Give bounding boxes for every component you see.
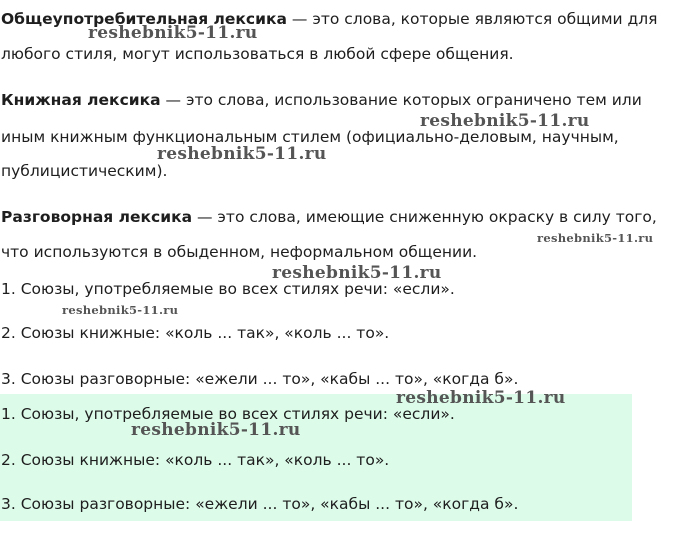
term-colloquial: Разговорная лексика <box>1 208 193 226</box>
watermark: reshebnik5-11.ru <box>420 111 590 131</box>
example-item-3: 3. Союзы разговорные: «ежели ... то», «кабы ... то», «когда б». <box>1 370 519 388</box>
definition-bookish-line3: публицистическим). <box>1 162 168 180</box>
definition-colloquial-line1 <box>1 207 657 227</box>
term-bookish: Книжная лексика <box>1 91 161 109</box>
example-item-2: 2. Союзы книжные: «коль ... так», «коль ... то». <box>1 324 390 342</box>
watermark: reshebnik5-11.ru <box>396 388 566 408</box>
watermark: reshebnik5-11.ru <box>62 303 179 317</box>
definition-bookish-line2: иным книжным функциональным стилем (официально-деловым, научным, <box>1 128 619 146</box>
definition-bookish-text: — это слова, использование которых ограничено тем или <box>160 91 642 109</box>
watermark: reshebnik5-11.ru <box>157 144 327 164</box>
term-common: Общеупотребительная лексика <box>1 10 287 28</box>
watermark: reshebnik5-11.ru <box>272 263 442 283</box>
definition-colloquial-line2: что используются в обыденном, неформальном общении. <box>1 243 478 261</box>
watermark: reshebnik5-11.ru <box>131 420 301 440</box>
definition-common-line2: любого стиля, могут использоваться в любой сфере общения. <box>1 45 514 63</box>
watermark: reshebnik5-11.ru <box>88 23 258 43</box>
definition-bookish-line1 <box>1 90 642 110</box>
answer-item-1: 1. Союзы, употребляемые во всех стилях речи: «если». <box>1 405 455 423</box>
definition-colloquial-text: — это слова, имеющие сниженную окраску в силу того, <box>192 208 657 226</box>
definition-common-text: — это слова, которые являются общими для <box>286 10 658 28</box>
answer-item-3: 3. Союзы разговорные: «ежели ... то», «кабы ... то», «когда б». <box>1 495 519 513</box>
example-item-1: 1. Союзы, употребляемые во всех стилях речи: «если». <box>1 280 455 298</box>
watermark: reshebnik5-11.ru <box>537 231 654 245</box>
answer-item-2: 2. Союзы книжные: «коль ... так», «коль ... то». <box>1 451 390 469</box>
